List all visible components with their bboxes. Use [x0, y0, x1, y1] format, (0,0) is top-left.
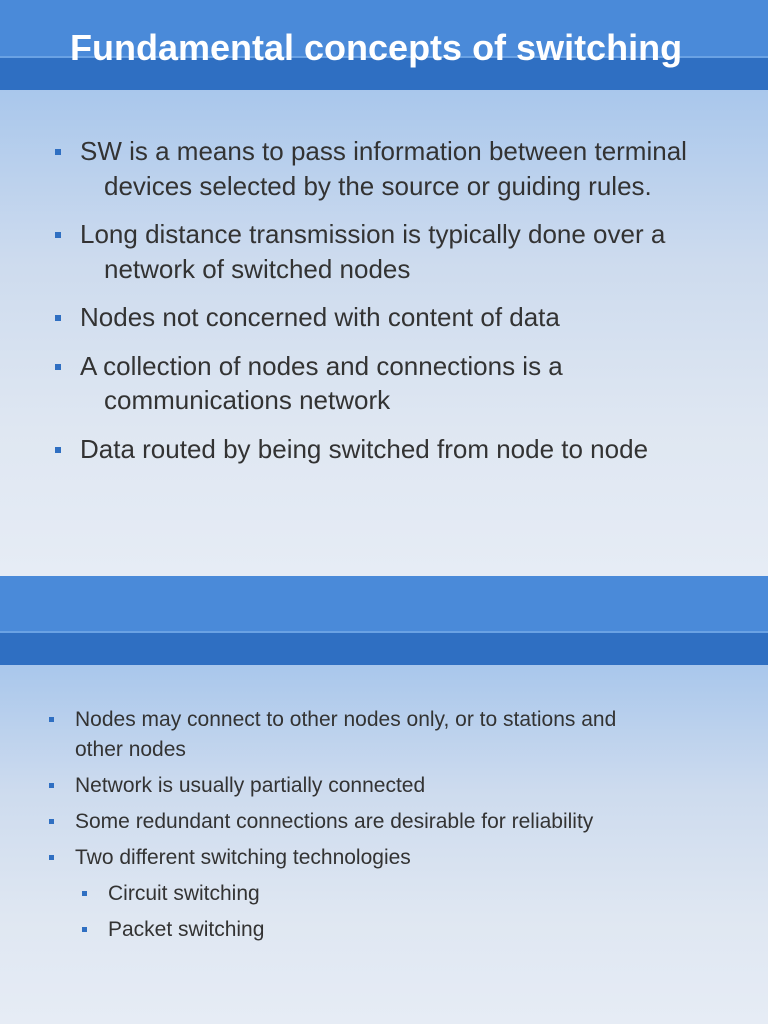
list-item — [75, 705, 635, 765]
square-bullet-icon — [49, 855, 54, 860]
bullet-text: A collection of nodes and connections is a communications network — [80, 350, 563, 415]
bullet-text: Long distance transmission is typically done over a network of switched nodes — [80, 219, 666, 284]
bullet-text: Two different switching technologies — [75, 846, 411, 869]
bullet-text: Packet switching — [108, 918, 265, 941]
square-bullet-icon — [82, 891, 87, 896]
bullet-text: SW is a means to pass information between terminal devices selected by the source or guiding rules. — [80, 136, 687, 201]
square-bullet-icon — [49, 819, 54, 824]
slide-2 — [0, 576, 768, 1024]
square-bullet-icon — [55, 232, 61, 238]
square-bullet-icon — [49, 717, 54, 722]
sub-list-item — [108, 879, 635, 909]
square-bullet-icon — [82, 927, 87, 932]
square-bullet-icon — [55, 149, 61, 155]
sub-list-item — [108, 915, 635, 945]
square-bullet-icon — [55, 447, 61, 453]
list-item — [75, 771, 635, 801]
list-item — [80, 432, 710, 467]
square-bullet-icon — [55, 364, 61, 370]
list-item — [80, 300, 710, 335]
square-bullet-icon — [55, 315, 61, 321]
list-item — [80, 134, 710, 203]
bullet-text: Nodes not concerned with content of data — [80, 302, 560, 332]
bullet-text: Nodes may connect to other nodes only, or to stations and other nodes — [75, 708, 617, 761]
bullet-list — [80, 134, 710, 480]
list-item — [80, 217, 710, 286]
square-bullet-icon — [49, 783, 54, 788]
bullet-text: Data routed by being switched from node to node — [80, 433, 649, 464]
list-item — [75, 807, 635, 837]
bullet-text: Some redundant connections are desirable for reliability — [75, 810, 594, 833]
list-item — [80, 349, 710, 418]
bullet-text: Network is usually partially connected — [75, 774, 426, 797]
slide-title: Fundamental concepts of switching — [70, 27, 683, 68]
bullet-list — [75, 705, 635, 951]
bullet-text: Circuit switching — [108, 882, 260, 905]
list-item — [75, 843, 635, 873]
title-banner — [0, 576, 768, 665]
